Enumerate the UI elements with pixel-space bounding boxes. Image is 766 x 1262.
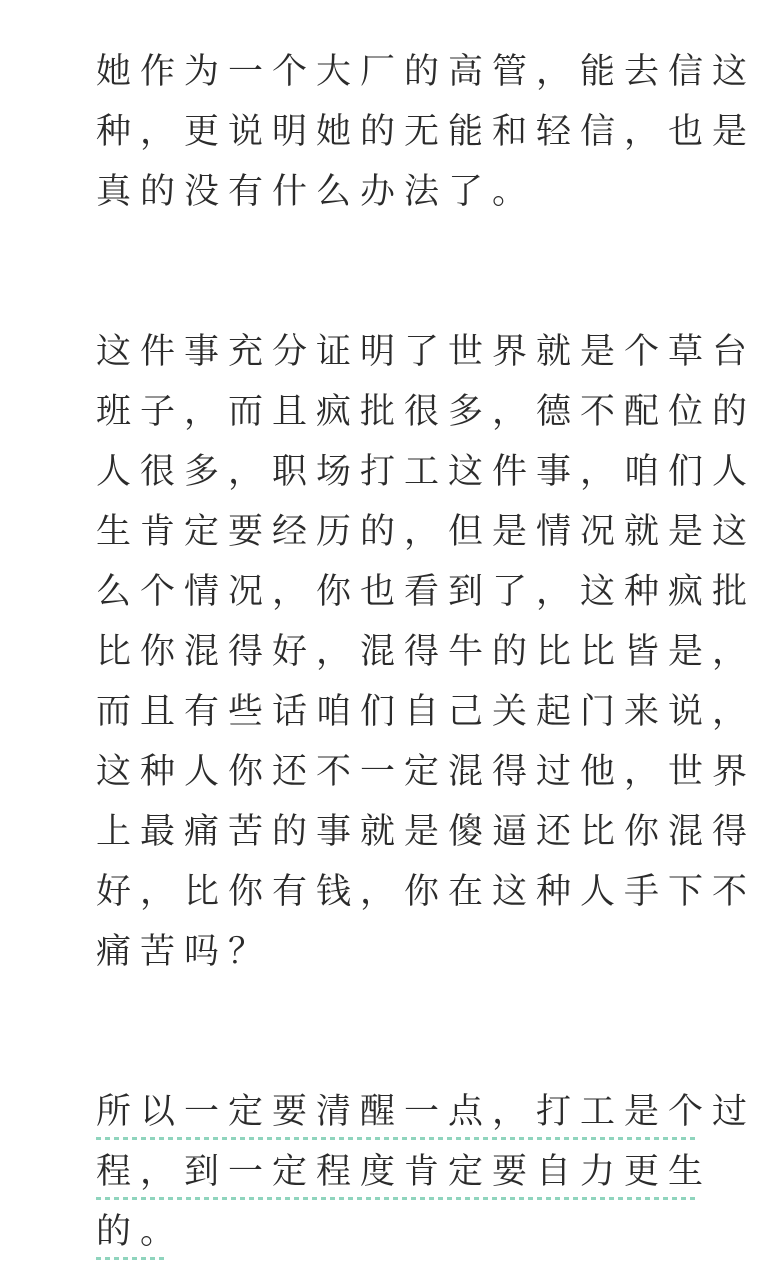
- paragraph-line: 好，比你有钱，你在这种人手下不: [96, 872, 757, 912]
- highlighted-line: 程，到一定程度肯定要自力更生: [96, 1142, 696, 1202]
- paragraph-line: 这件事充分证明了世界就是个草台: [96, 332, 757, 372]
- paragraph-spacer: [96, 982, 696, 1082]
- paragraph-line: 真的没有什么办法了。: [96, 172, 537, 212]
- paragraph-line: 生肯定要经历的，但是情况就是这: [96, 512, 757, 552]
- paragraph-line: 痛苦吗？: [96, 932, 273, 972]
- highlighted-line: 的。: [96, 1202, 166, 1262]
- paragraph-line: 比你混得好，混得牛的比比皆是，: [96, 632, 757, 672]
- paragraph-line: 人很多，职场打工这件事，咱们人: [96, 452, 757, 492]
- paragraph-3-highlighted: [96, 1082, 757, 1262]
- paragraph-1: [96, 42, 757, 222]
- paragraph-line: 上最痛苦的事就是傻逼还比你混得: [96, 812, 757, 852]
- paragraph-spacer: [96, 222, 696, 322]
- paragraph-line: 种，更说明她的无能和轻信，也是: [96, 112, 757, 152]
- paragraph-2: [96, 322, 757, 982]
- paragraph-line: 么个情况，你也看到了，这种疯批: [96, 572, 757, 612]
- article-body: [96, 42, 757, 1262]
- highlighted-line: 所以一定要清醒一点，打工是个过: [96, 1082, 696, 1142]
- paragraph-line: 班子，而且疯批很多，德不配位的: [96, 392, 757, 432]
- paragraph-line: 这种人你还不一定混得过他，世界: [96, 752, 757, 792]
- paragraph-line: 而且有些话咱们自己关起门来说，: [96, 692, 757, 732]
- paragraph-line: 她作为一个大厂的高管，能去信这: [96, 52, 757, 92]
